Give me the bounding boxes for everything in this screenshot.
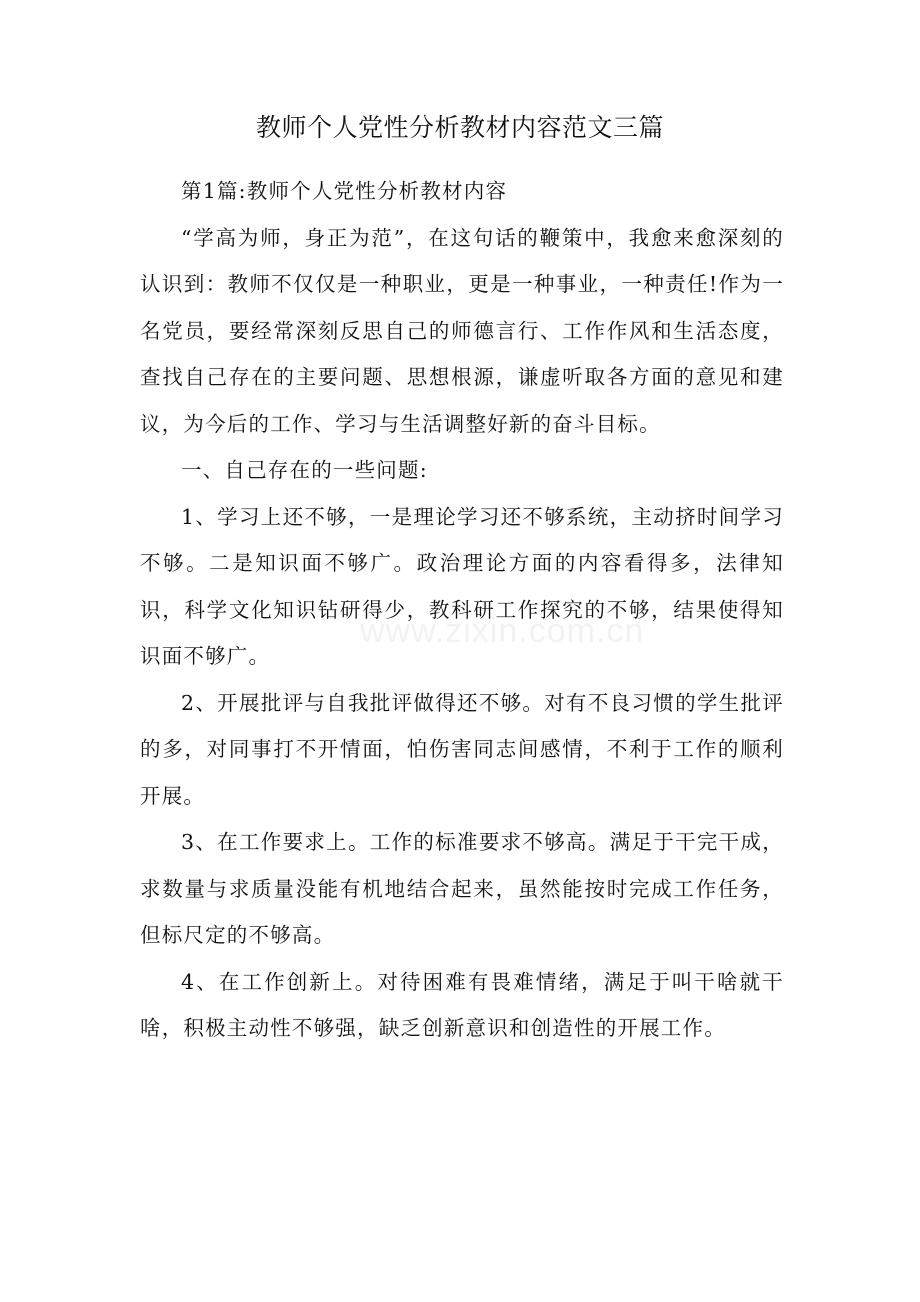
intro-paragraph: “学高为师，身正为范”，在这句话的鞭策中，我愈来愈深刻的认识到：教师不仅仅是一种职业，更是一种事业，一种责任!作为一名党员，要经常深刻反思自己的师德言行、工作作风和生活态度，查找自己存在的主要问题、思想根源，谦虚听取各方面的意见和建议，为今后的工作、学习与生活调整好新的奋斗目标。 bbox=[140, 225, 784, 436]
problems-heading: 一、自己存在的一些问题: bbox=[181, 458, 428, 482]
problem-paragraph-1: 1、学习上还不够，一是理论学习还不够系统，主动挤时间学习不够。二是知识面不够广。政治理论方面的内容看得多，法律知识，科学文化知识钻研得少，教科研工作探究的不够，结果使得知识面不够广。 bbox=[140, 504, 784, 668]
site-watermark: www.zixin.com.cn bbox=[360, 612, 645, 650]
document-body bbox=[140, 168, 784, 1052]
problem-paragraph-2: 2、开展批评与自我批评做得还不够。对有不良习惯的学生批评的多，对同事打不开情面，怕伤害同志间感情，不利于工作的顺利开展。 bbox=[140, 690, 784, 808]
problem-paragraph-4: 4、在工作创新上。对待困难有畏难情绪，满足于叫干啥就干啥，积极主动性不够强，缺乏创新意识和创造性的开展工作。 bbox=[140, 969, 784, 1040]
section-heading: 第1篇:教师个人党性分析教材内容 bbox=[181, 179, 508, 203]
problem-paragraph-3: 3、在工作要求上。工作的标准要求不够高。满足于干完干成，求数量与求质量没能有机地结合起来，虽然能按时完成工作任务，但标尺定的不够高。 bbox=[140, 830, 784, 947]
document-title: 教师个人党性分析教材内容范文三篇 bbox=[255, 113, 664, 142]
